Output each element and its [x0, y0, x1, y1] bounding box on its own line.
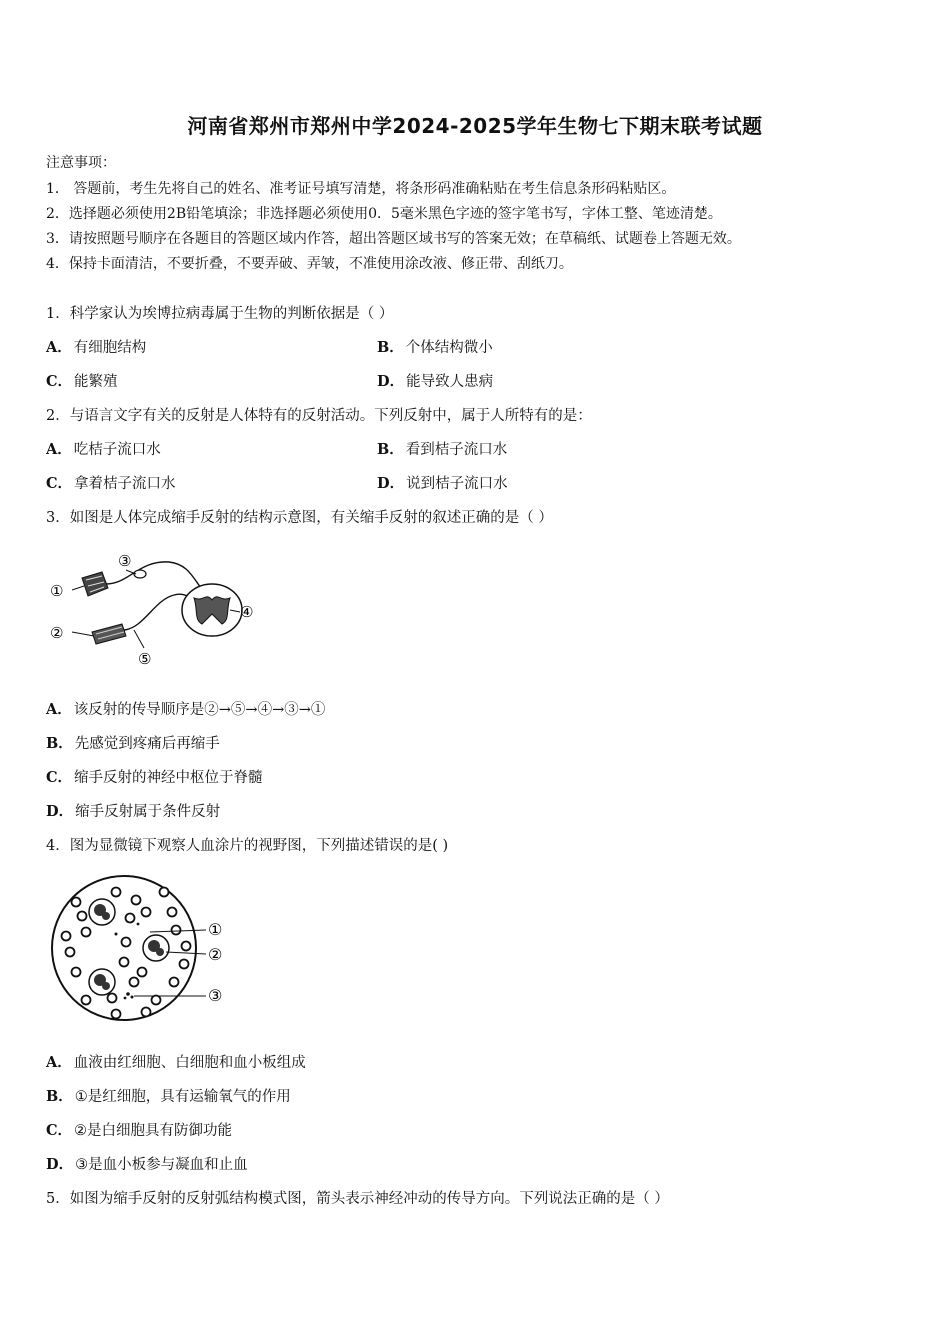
- option-letter: C．: [46, 475, 73, 492]
- option-text: 血液由红细胞、白细胞和血小板组成: [73, 1055, 306, 1071]
- option-text: 缩手反射的神经中枢位于脊髓: [74, 770, 263, 786]
- red-blood-cell: [160, 888, 169, 897]
- red-blood-cell: [62, 932, 71, 941]
- red-blood-cell: [172, 926, 181, 935]
- figure-label: ③: [118, 552, 132, 570]
- option-text: 能繁殖: [74, 374, 118, 390]
- option-text: 吃桔子流口水: [73, 442, 161, 458]
- option-letter: A．: [46, 441, 72, 458]
- option-letter: A．: [46, 701, 72, 718]
- figure-label: ②: [50, 624, 64, 642]
- red-blood-cell: [170, 978, 179, 987]
- option-d: [377, 472, 508, 493]
- figure-label: ④: [240, 603, 254, 621]
- figure-label: ①: [50, 582, 64, 600]
- option-text: 该反射的传导顺序是②→⑤→④→③→①: [73, 702, 326, 718]
- reflex-arc-figure: [44, 540, 264, 675]
- notice-item: 2．选择题必须使用2B铅笔填涂；非选择题必须使用0．5毫米黑色字迹的签字笔书写，字体工整、笔迹清楚。: [46, 206, 722, 222]
- white-blood-cell: [89, 969, 115, 995]
- red-blood-cell: [108, 994, 117, 1003]
- red-blood-cell: [168, 908, 177, 917]
- option-letter: D．: [377, 373, 405, 390]
- red-blood-cell: [126, 914, 135, 923]
- option-letter: B．: [46, 1088, 73, 1105]
- red-blood-cell: [142, 1008, 151, 1017]
- notice-heading: 注意事项：: [46, 155, 116, 171]
- option-b: [377, 336, 493, 357]
- leader-line: [134, 630, 144, 648]
- blood-smear-figure: [46, 872, 246, 1032]
- red-blood-cell: [66, 948, 75, 957]
- option-a: [46, 698, 325, 719]
- option-letter: C．: [46, 1122, 73, 1139]
- white-blood-cell: [89, 899, 115, 925]
- notice-item: 3．请按照题号顺序在各题目的答题区域内作答，超出答题区域书写的答案无效；在草稿纸、试题卷上答题无效。: [46, 231, 741, 247]
- option-letter: C．: [46, 769, 73, 786]
- leader-line: [72, 586, 84, 590]
- option-text: 缩手反射属于条件反射: [75, 804, 221, 820]
- red-blood-cell: [130, 978, 139, 987]
- red-blood-cell: [142, 908, 151, 917]
- figure-label: ⑤: [138, 650, 152, 668]
- option-a: [46, 1051, 306, 1072]
- option-text: 拿着桔子流口水: [74, 476, 176, 492]
- figure-label: ①: [208, 920, 223, 939]
- option-text: 先感觉到疼痛后再缩手: [74, 736, 220, 752]
- white-blood-cell: [143, 935, 169, 961]
- option-text: ③是血小板参与凝血和止血: [75, 1157, 248, 1173]
- red-blood-cell: [122, 938, 131, 947]
- option-c: [46, 370, 118, 391]
- red-blood-cell: [72, 968, 81, 977]
- option-text: 说到桔子流口水: [406, 476, 508, 492]
- option-text: 有细胞结构: [73, 340, 147, 356]
- red-blood-cell: [182, 942, 191, 951]
- option-letter: B．: [377, 441, 404, 458]
- option-a: [46, 438, 161, 459]
- option-letter: D．: [46, 803, 74, 820]
- question-stem: 5．如图为缩手反射的反射弧结构模式图，箭头表示神经冲动的传导方向。下列说法正确的是（ ）: [46, 1191, 669, 1207]
- notice-item: 4．保持卡面清洁，不要折叠，不要弄破、弄皱，不准使用涂改液、修正带、刮纸刀。: [46, 256, 573, 272]
- option-b: [46, 732, 220, 753]
- option-text: 看到桔子流口水: [405, 442, 508, 458]
- option-letter: A．: [46, 339, 72, 356]
- receptor-skin-icon: [82, 572, 108, 596]
- red-blood-cell: [112, 888, 121, 897]
- red-blood-cell: [112, 1010, 121, 1019]
- question-stem: 4．图为显微镜下观察人血涂片的视野图，下列描述错误的是( ): [46, 838, 449, 854]
- leader-line: [72, 632, 94, 636]
- red-blood-cell: [180, 960, 189, 969]
- option-text: ②是白细胞具有防御功能: [74, 1123, 233, 1139]
- red-blood-cell: [132, 896, 141, 905]
- option-c: [46, 766, 263, 787]
- red-blood-cell: [120, 958, 129, 967]
- option-letter: D．: [46, 1156, 74, 1173]
- red-blood-cell: [82, 996, 91, 1005]
- option-c: [46, 472, 176, 493]
- question-stem: 1．科学家认为埃博拉病毒属于生物的判断依据是（ ）: [46, 306, 394, 322]
- red-blood-cell: [72, 898, 81, 907]
- option-a: [46, 336, 146, 357]
- option-b: [377, 438, 507, 459]
- option-d: [46, 800, 220, 821]
- option-b: [46, 1085, 291, 1106]
- option-letter: D．: [377, 475, 405, 492]
- red-blood-cell: [82, 928, 91, 937]
- option-d: [377, 370, 493, 391]
- question-stem: 3．如图是人体完成缩手反射的结构示意图，有关缩手反射的叙述正确的是（ ）: [46, 510, 553, 526]
- red-blood-cell: [138, 968, 147, 977]
- option-letter: A．: [46, 1054, 72, 1071]
- option-text: 能导致人患病: [406, 374, 494, 390]
- option-letter: B．: [46, 735, 73, 752]
- question-stem: 2．与语言文字有关的反射是人体特有的反射活动。下列反射中，属于人所特有的是：: [46, 408, 592, 424]
- red-blood-cell: [78, 912, 87, 921]
- option-letter: B．: [377, 339, 404, 356]
- option-d: [46, 1153, 248, 1174]
- figure-label: ③: [208, 986, 223, 1005]
- notice-item: 1． 答题前，考生先将自己的姓名、准考证号填写清楚，将条形码准确粘贴在考生信息条形码粘贴区。: [46, 181, 676, 197]
- page-title: 河南省郑州市郑州中学2024-2025学年生物七下期末联考试题: [187, 114, 763, 138]
- figure-label: ②: [208, 945, 223, 964]
- option-text: 个体结构微小: [405, 340, 493, 356]
- effector-muscle-icon: [92, 624, 126, 644]
- option-text: ①是红细胞，具有运输氧气的作用: [74, 1089, 291, 1105]
- option-letter: C．: [46, 373, 73, 390]
- red-blood-cell: [152, 996, 161, 1005]
- option-c: [46, 1119, 232, 1140]
